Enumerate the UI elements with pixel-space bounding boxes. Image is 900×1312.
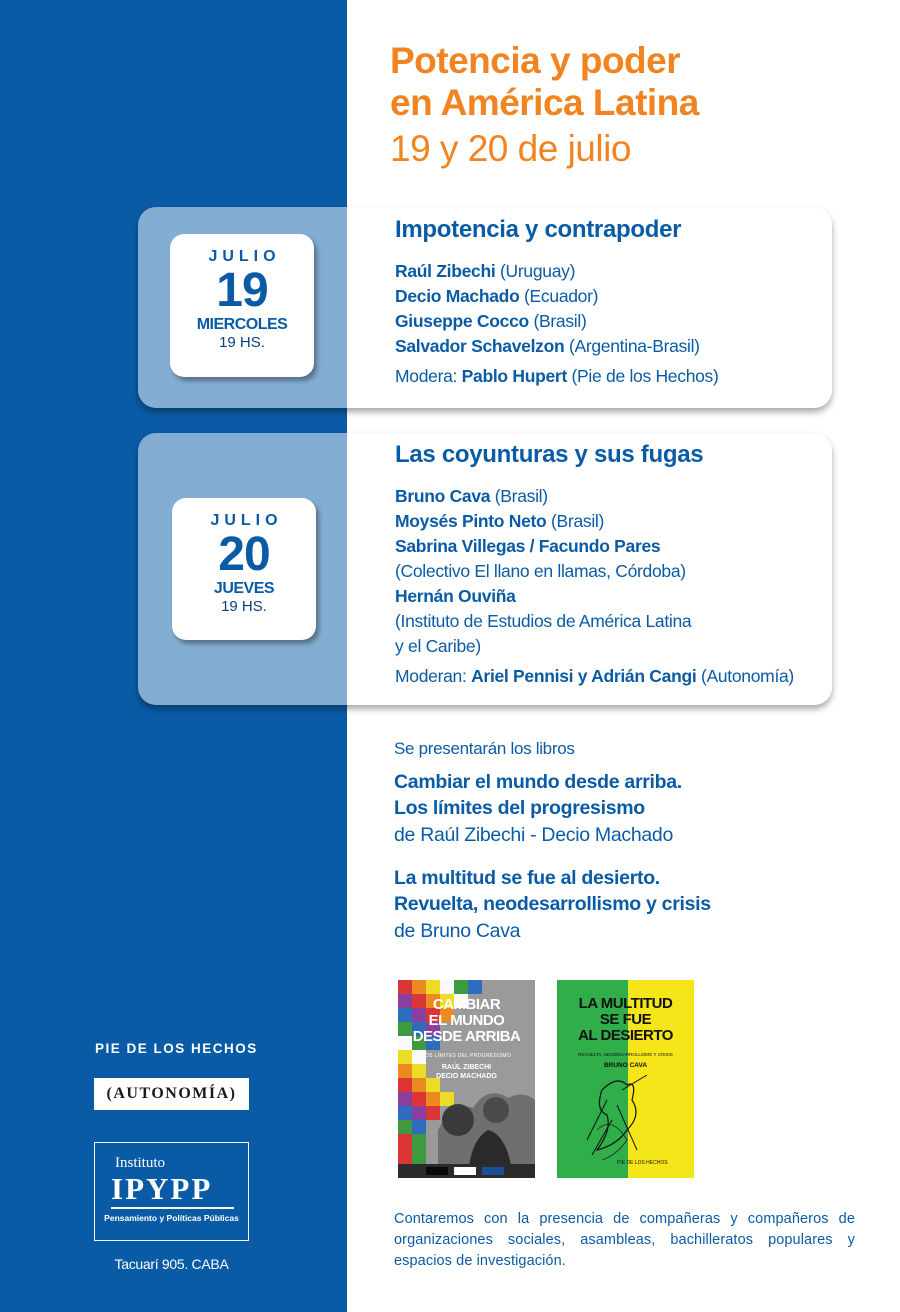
pie-de-los-hechos-logo: PIE DE LOS HECHOS — [95, 1041, 258, 1056]
book-author: de Raúl Zibechi - Decio Machado — [394, 824, 674, 846]
book-subtitle: Revuelta, neodesarrollismo y crisis — [394, 893, 711, 915]
speaker-line: Decio Machado (Ecuador) — [395, 286, 599, 306]
speaker-list — [395, 259, 822, 359]
speaker-line: Moysés Pinto Neto (Brasil) — [395, 511, 605, 531]
ipypp-acronym: IPYPP — [111, 1171, 213, 1206]
date-hour: 19 HS. — [219, 334, 265, 351]
cover-subtitle: REVUELTA, NEODESARROLLISMO Y CRISIS — [578, 1052, 673, 1057]
ipypp-institute-label: Instituto — [115, 1155, 166, 1171]
date-month: JULIO — [210, 512, 283, 529]
event-header — [390, 40, 870, 174]
book-cover-multitud — [557, 980, 694, 1178]
book-title: La multitud se fue al desierto. — [394, 867, 660, 889]
speaker-line: Hernán Ouviña — [395, 586, 516, 606]
page-title-line1: Potencia y poder — [390, 40, 681, 81]
ipypp-subtitle: Pensamiento y Políticas Públicas — [104, 1213, 239, 1223]
venue-address: Tacuarí 905. CABA — [114, 1256, 229, 1272]
speaker-line: Sabrina Villegas / Facundo Pares — [395, 536, 661, 556]
cover-title: CAMBIAR EL MUNDO DESDE ARRIBA — [412, 996, 521, 1045]
date-hour: 19 HS. — [221, 598, 267, 615]
speaker-list — [395, 484, 822, 659]
books-intro: Se presentarán los libros — [394, 739, 575, 758]
event-card-19 — [138, 207, 832, 408]
event-dates: 19 y 20 de julio — [390, 128, 631, 169]
date-day: 20 — [218, 528, 270, 581]
autonomia-logo: (AUTONOMÍA) — [94, 1078, 249, 1110]
book-title: Cambiar el mundo desde arriba. — [394, 771, 682, 793]
date-month: JULIO — [208, 248, 281, 265]
book-subtitle: Los límites del progresismo — [394, 797, 645, 819]
cover-authors: RAÚL ZIBECHI DECIO MACHADO — [436, 1064, 497, 1080]
speaker-line: Salvador Schavelzon (Argentina-Brasil) — [395, 336, 700, 356]
speaker-line: Giuseppe Cocco (Brasil) — [395, 311, 587, 331]
book-author: de Bruno Cava — [394, 920, 521, 942]
cover-title: LA MULTITUD SE FUE AL DESIERTO — [578, 995, 673, 1044]
speaker-affiliation: y el Caribe) — [395, 636, 481, 656]
speaker-line: Bruno Cava (Brasil) — [395, 486, 548, 506]
cover-author: BRUNO CAVA — [603, 1062, 648, 1069]
speaker-affiliation: (Instituto de Estudios de América Latina — [395, 611, 692, 631]
cover-publisher: PIE DE LOS HECHOS — [617, 1160, 668, 1166]
date-badge-20 — [172, 498, 316, 640]
event-title: Impotencia y contrapoder — [395, 216, 682, 243]
book-presentations — [394, 738, 864, 945]
event-title: Las coyunturas y sus fugas — [395, 441, 704, 468]
ipypp-rule — [111, 1207, 234, 1209]
page-title-line2: en América Latina — [390, 82, 699, 123]
date-day: 19 — [216, 264, 268, 317]
speaker-affiliation: (Colectivo El llano en llamas, Córdoba) — [395, 561, 686, 581]
book-item — [394, 769, 864, 849]
date-weekday: MIERCOLES — [196, 316, 288, 333]
book-cover-cambiar — [398, 980, 535, 1178]
event-content-19 — [395, 215, 822, 389]
moderator-line: Moderan: Ariel Pennisi y Adrián Cangi (Autonomía) — [395, 666, 794, 686]
date-badge-19 — [170, 234, 314, 377]
ipypp-logo — [94, 1142, 249, 1241]
cover-subtitle: LOS LÍMITES DEL PROGRESISMO — [421, 1053, 512, 1059]
closing-text: Contaremos con la presencia de compañeras y compañeros de organizaciones sociales, asambleas, bachilleratos populares y espacios de investigación. — [394, 1211, 855, 1269]
date-weekday: JUEVES — [213, 580, 275, 597]
moderator-line: Modera: Pablo Hupert (Pie de los Hechos) — [395, 366, 719, 386]
speaker-line: Raúl Zibechi (Uruguay) — [395, 261, 576, 281]
event-card-20 — [138, 433, 832, 705]
book-item — [394, 865, 864, 945]
event-content-20 — [395, 440, 822, 689]
